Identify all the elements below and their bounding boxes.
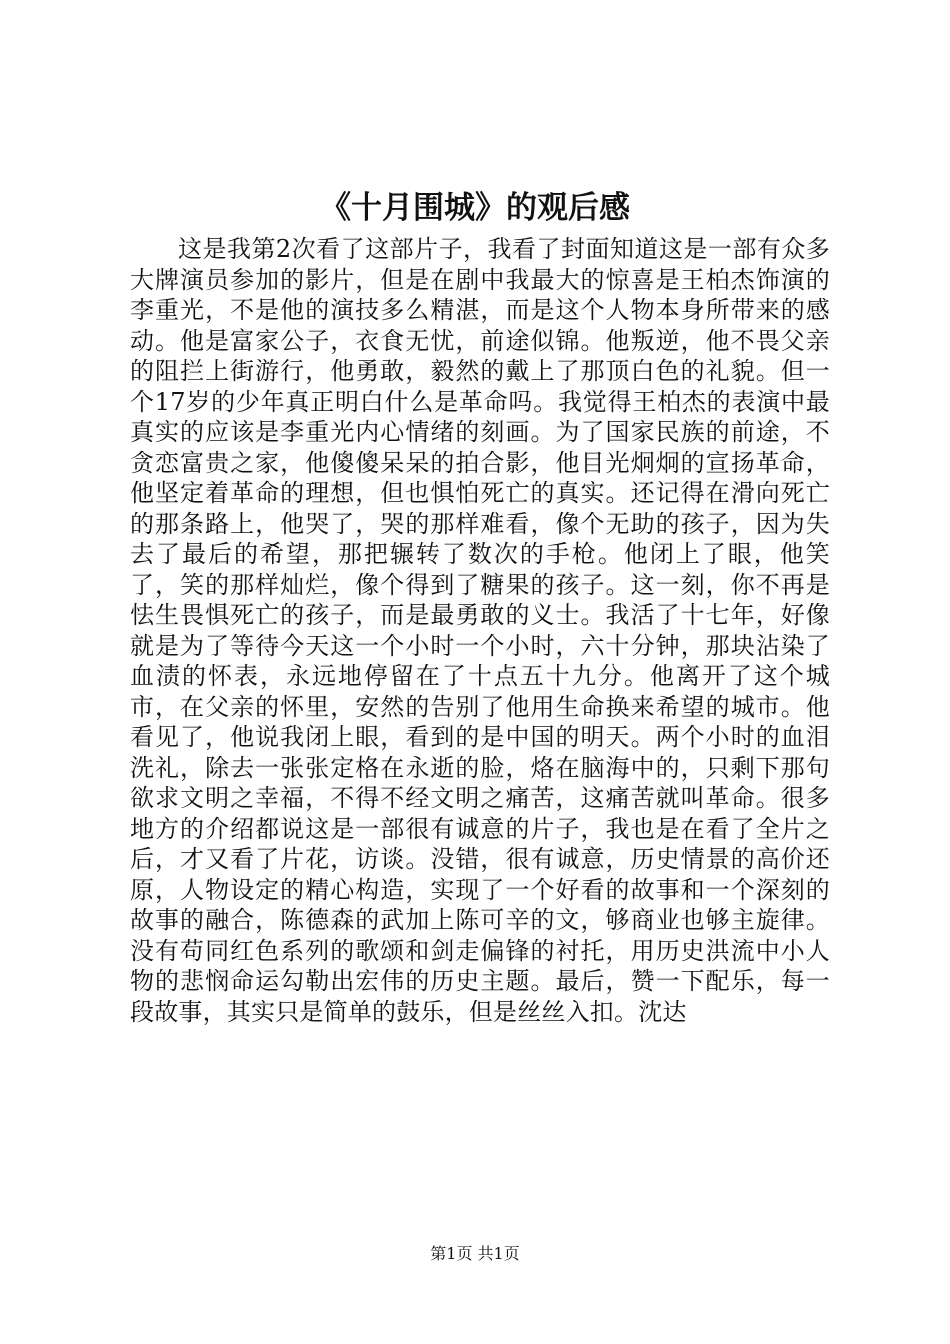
document-body: 这是我第2次看了这部片子，我看了封面知道这是一部有众多大牌演员参加的影片，但是在剧中我最大的惊喜是王柏杰饰演的李重光，不是他的演技多么精湛，而是这个人物本身所带来的感动。他是富家公子，衣食无忧，前途似锦。他叛逆，他不畏父亲的阻拦上街游行，他勇敢，毅然的戴上了那顶白色的礼貌。但一个17岁的少年真正明白什么是革命吗。我觉得王柏杰的表演中最真实的应该是李重光内心情绪的刻画。为了国家民族的前途，不贪恋富贵之家，他傻傻呆呆的拍合影，他目光炯炯的宣扬革命，他坚定着革命的理想，但也惧怕死亡的真实。还记得在滑向死亡的那条路上，他哭了，哭的那样难看，像个无助的孩子，因为失去了最后的希望，那把辗转了数次的手枪。他闭上了眼，他笑了，笑的那样灿烂，像个得到了糖果的孩子。这一刻，你不再是怯生畏惧死亡的孩子，而是最勇敢的义士。我活了十七年，好像就是为了等待今天这一个小时一个小时，六十分钟，那块沾染了血渍的怀表，永远地停留在了十点五十九分。他离开了这个城市，在父亲的怀里，安然的告别了他用生命换来希望的城市。他看见了，他说我闭上眼，看到的是中国的明天。两个小时的血泪洗礼，除去一张张定格在永逝的脸，烙在脑海中的，只剩下那句欲求文明之幸福，不得不经文明之痛苦，这痛苦就叫革命。很多地方的介绍都说这是一部很有诚意的片子，我也是在看了全片之后，才又看了片花，访谈。没错，很有诚意，历史情景的高价还原，人物设定的精心构造，实现了一个好看的故事和一个深刻的故事的融合，陈德森的武加上陈可辛的文，够商业也够主旋律。没有苟同红色系列的歌颂和剑走偏锋的衬托，用历史洪流中小人物的悲悯命运勾勒出宏伟的历史主题。最后，赞一下配乐，每一段故事，其实只是简单的鼓乐，但是丝丝入扣。沈达 <box>130 235 830 1026</box>
page-footer: 第1页 共1页 <box>430 1244 520 1263</box>
document-title: 《十月围城》的观后感 <box>320 190 630 226</box>
